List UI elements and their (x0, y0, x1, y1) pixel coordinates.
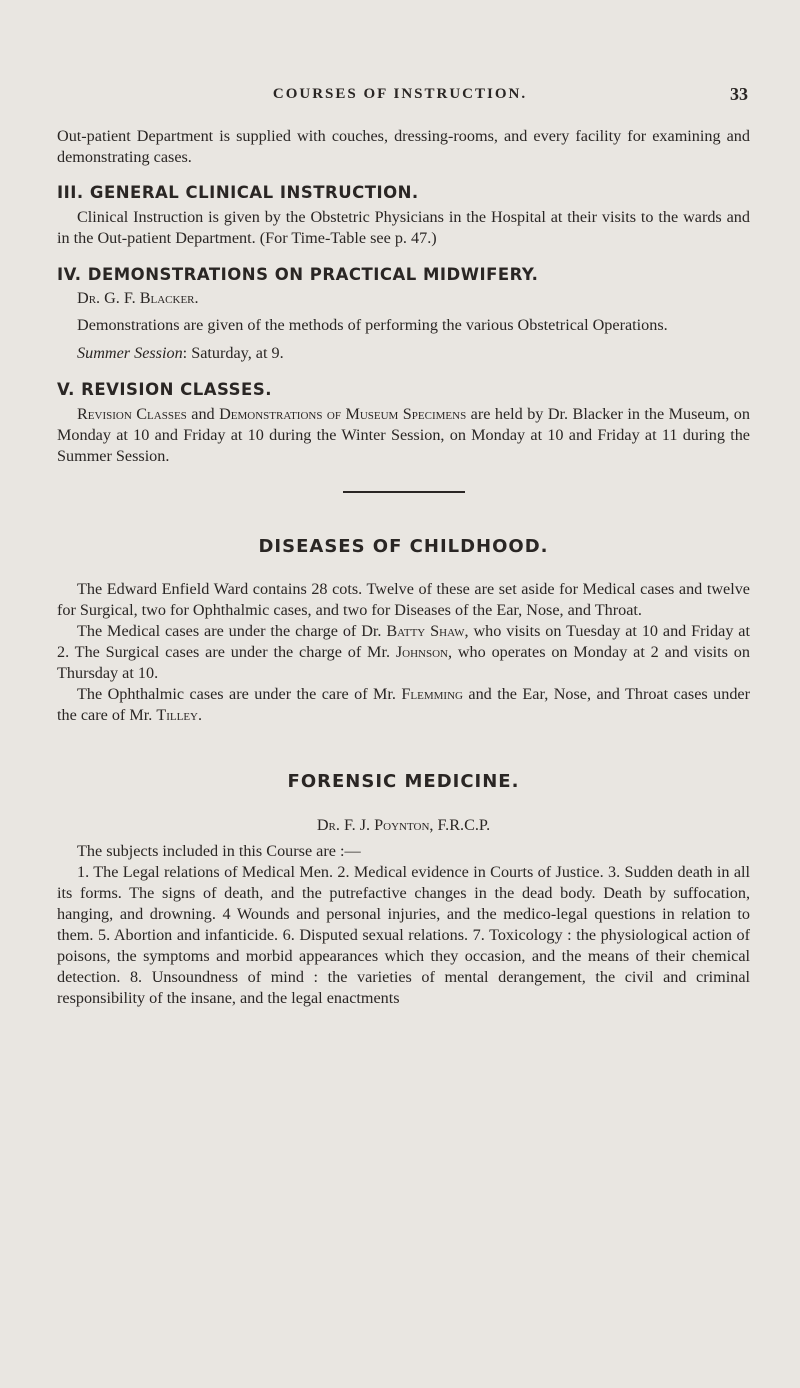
childhood-p2-c: , who operates on Monday at 2 and visits on Thursday at 10. (57, 642, 750, 682)
page-body (57, 126, 750, 1009)
session-text: : Saturday, at 9. (182, 344, 284, 362)
forensic-lecturer-name: Dr. F. J. Poynton, F.R.C.P. (316, 815, 491, 834)
forensic-intro: The subjects included in this Course are :— (77, 841, 361, 860)
section-5-body (57, 404, 750, 467)
section-4-lecturer (57, 288, 750, 309)
ophthalmic-name: Flemming (401, 684, 463, 703)
intro-paragraph: Out-patient Department is supplied with couches, dressing-rooms, and every facility for examining and demonstrating cases. (57, 127, 750, 166)
childhood-p3-c: . (198, 705, 203, 724)
childhood-p3-a: The Ophthalmic cases are under the care of Mr. (77, 684, 402, 703)
childhood-p3 (57, 684, 750, 726)
childhood-p2-b: , who visits on Tuesday at 10 and Friday at 2. The Surgical cases are under the charge of Mr. (57, 621, 750, 661)
surgeon-name: Johnson (395, 642, 448, 661)
childhood-p2 (57, 621, 750, 684)
section-4-body: Demonstrations are given of the methods of performing the various Obstetrical Operations. (77, 316, 668, 334)
section-3-heading: III. GENERAL CLINICAL INSTRUCTION. (57, 183, 419, 202)
revision-classes-term: Revision Classes (77, 405, 187, 423)
section-4-heading: IV. DEMONSTRATIONS ON PRACTICAL MIDWIFERY. (57, 265, 539, 284)
section-4-session (57, 343, 750, 364)
forensic-body: 1. The Legal relations of Medical Men. 2. Medical evidence in Courts of Justice. 3. Sudden death in all its forms. The signs of death, and the putrefactive changes in the dead body. Death by suffocation, hanging, and drowning. 4 Wounds and personal injuries, and the medico-legal questions in relation to them. 5. Abortion and infanticide. 6. Disputed sexual relations. 7. Toxicology : the physiological action of poisons, the symptoms and morbid appearances which they occasion, and the means of their chemical detection. 8. Unsoundness of mind : the varieties of mental derangement, the civil and criminal responsibility of the insane, and the legal enactments (57, 862, 750, 1007)
physician-name: Batty Shaw (386, 621, 465, 640)
demonstrations-term: Demonstrations of Museum Specimens (219, 405, 467, 423)
and-text: and (186, 405, 220, 423)
childhood-heading: DISEASES OF CHILDHOOD. (258, 535, 549, 557)
forensic-lecturer (57, 815, 750, 836)
page-number: 33 (730, 84, 748, 104)
running-title: COURSES OF INSTRUCTION. (272, 86, 528, 102)
section-5-heading: V. REVISION CLASSES. (57, 380, 272, 399)
forensic-heading: FORENSIC MEDICINE. (287, 770, 520, 792)
childhood-p1: The Edward Enfield Ward contains 28 cots. Twelve of these are set aside for Medical cases and twelve for Surgical, two for Ophthalmic cases, and two for Diseases of the Ear, Nose, and Throat. (57, 579, 750, 619)
section-3-body: Clinical Instruction is given by the Obstetric Physicians in the Hospital at their visits to the wards and in the Out-patient Department. (For Time-Table see p. 47.) (57, 208, 750, 247)
section-5-rest: are held by Dr. Blacker in the Museum, on Monday at 10 and Friday at 10 during the Winter Session, on Monday at 10 and Friday at 11 during the Summer Session. (57, 405, 750, 465)
session-label: Summer Session (77, 344, 183, 362)
section-4-lecturer-name: Dr. G. F. Blacker. (77, 289, 199, 307)
childhood-p2-a: The Medical cases are under the charge of Dr. (77, 621, 387, 640)
running-header (0, 86, 800, 103)
ent-name: Tilley (156, 705, 198, 724)
childhood-p3-b: and the Ear, Nose, and Throat cases under the care of Mr. (57, 684, 750, 724)
